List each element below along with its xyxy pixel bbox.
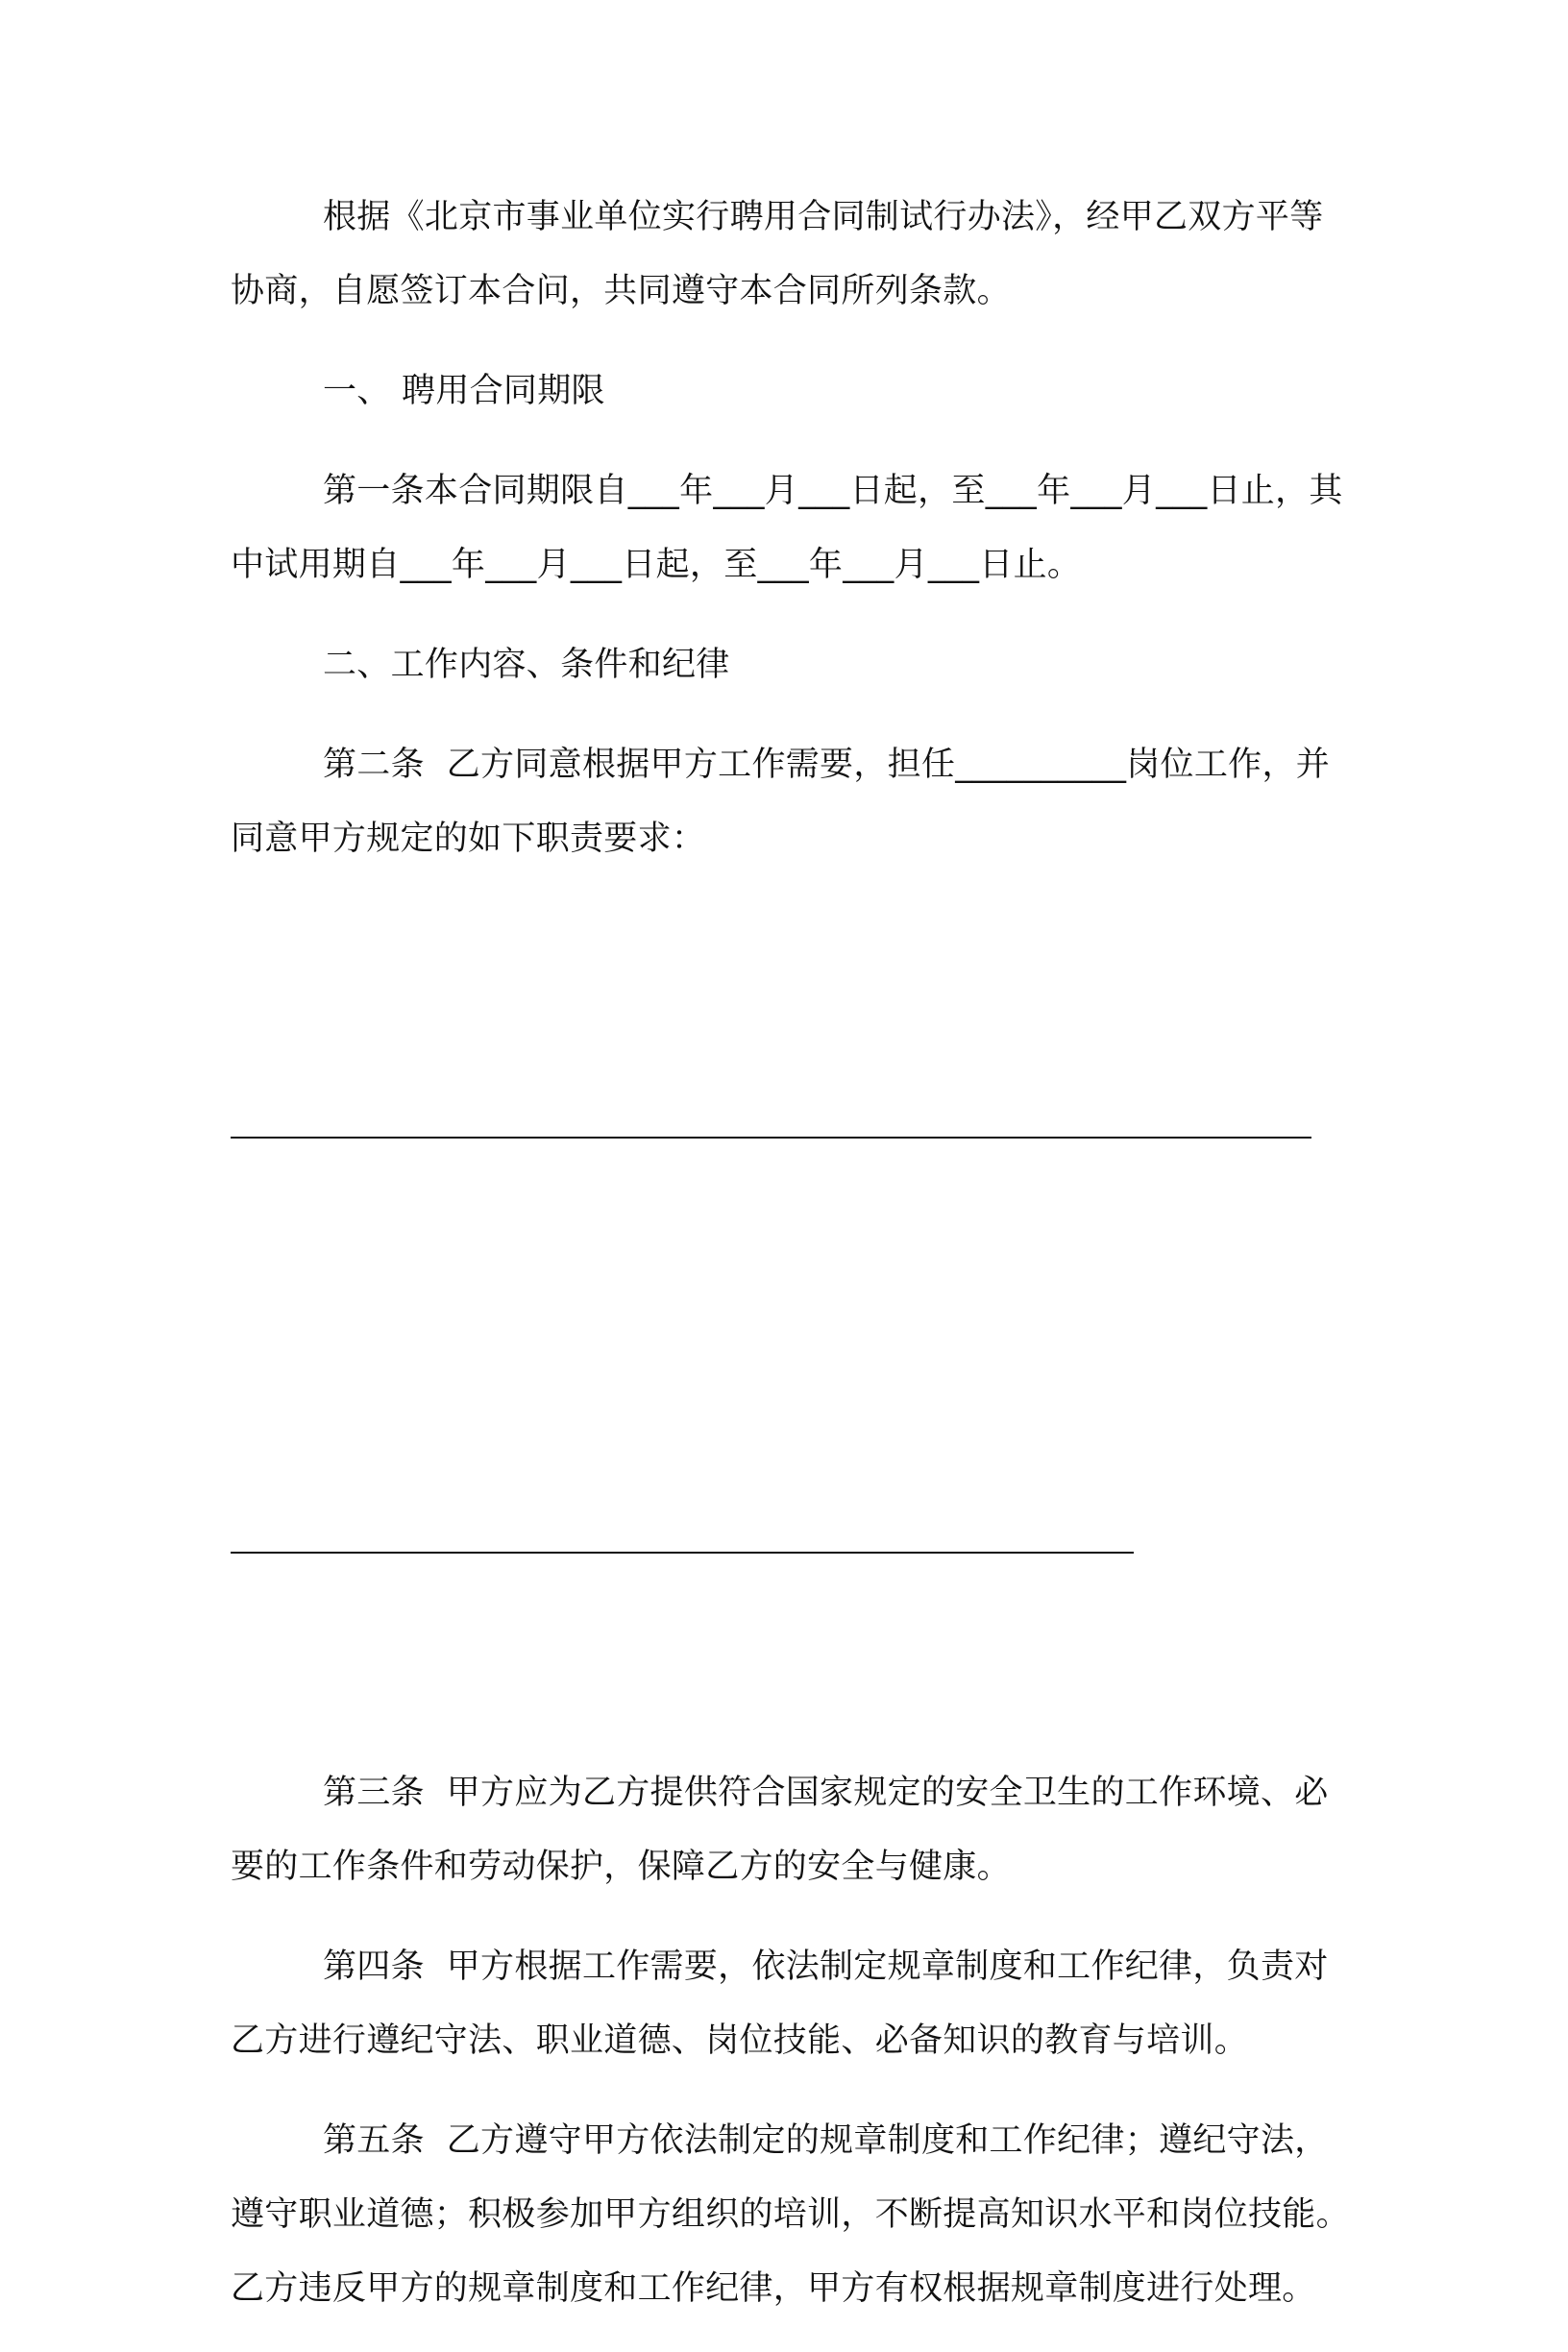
article-2-paragraph: 第二条 乙方同意根据甲方工作需要，担任__________岗位工作，并同意甲方规定的如下职责要求： [231, 746, 1331, 858]
article-3-paragraph: 第三条 甲方应为乙方提供符合国家规定的安全卫生的工作环境、必要的工作条件和劳动保护，保障乙方的安全与健康。 [231, 1774, 1329, 1886]
section-heading-work-content: 二、工作内容、条件和纪律 [323, 646, 730, 684]
section-heading-contract-term: 一、 聘用合同期限 [323, 372, 605, 410]
intro-paragraph: 根据《北京市事业单位实行聘用合同制试行办法》，经甲乙双方平等协商，自愿签订本合问，共同遵守本合同所列条款。 [231, 198, 1324, 310]
duty-blank-line-1 [231, 902, 1311, 1317]
article-4-paragraph: 第四条 甲方根据工作需要，依法制定规章制度和工作纪律，负责对乙方进行遵纪守法、职业道德、岗位技能、必备知识的教育与培训。 [231, 1948, 1329, 2060]
duty-blank-line-2 [231, 1317, 1134, 1732]
article-1-paragraph: 第一条本合同期限自___年___月___日起，至___年___月___日止，其中试用期自___年___月___日起，至___年___月___日止。 [231, 472, 1343, 584]
contract-body [231, 181, 1355, 2352]
article-5-paragraph: 第五条 乙方遵守甲方依法制定的规章制度和工作纪律；遵纪守法，遵守职业道德；积极参加甲方组织的培训，不断提高知识水平和岗位技能。乙方违反甲方的规章制度和工作纪律，甲方有权根据规章制度进行处理。 [231, 2121, 1350, 2308]
